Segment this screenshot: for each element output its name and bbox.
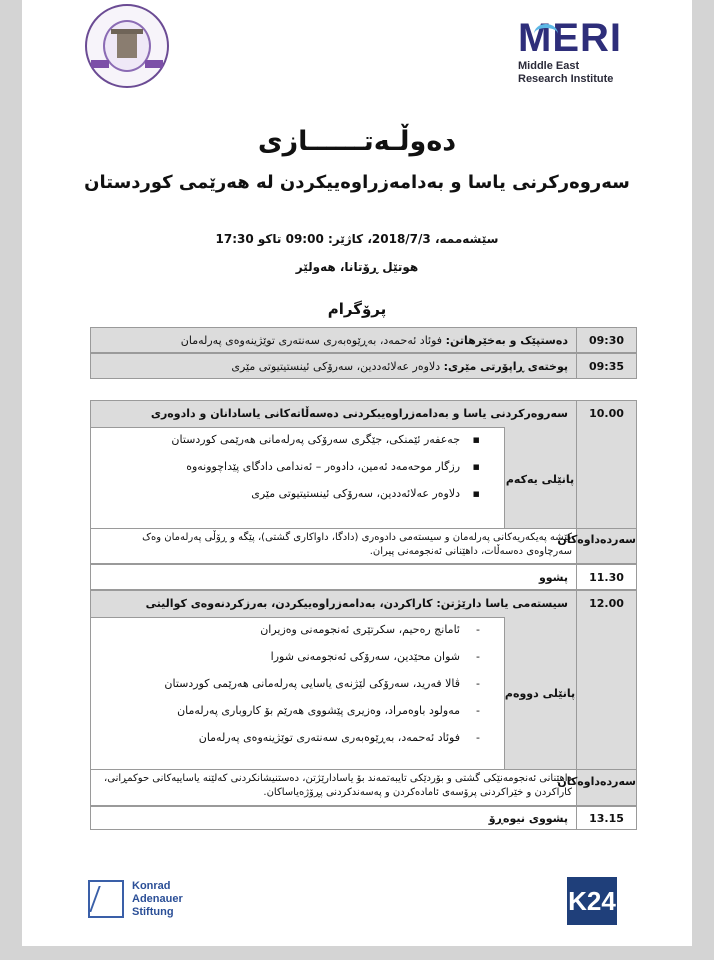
panel-1-label: پانێلی یەکەم	[505, 473, 575, 486]
meri-logo	[518, 18, 658, 90]
session-2-title: سیستەمی یاسا دارێژتن: کاراکردن، بەدامەزراوەییکردن، بەرزکردنەوەی کوالیتی	[145, 597, 568, 610]
k24-logo: K24	[567, 877, 617, 925]
session-1	[90, 400, 637, 564]
event-date: سێشەممە، 2018/7/3، کاژێر: 09:00 تاکو 17:30	[215, 232, 499, 246]
topics-2-label: سەردەداوەکان	[557, 775, 636, 788]
meri-logo-subtitle: Middle East Research Institute	[518, 60, 614, 85]
kas-mark-icon	[88, 880, 124, 918]
list-item: - ئامانج رەحیم، سکرتێری ئەنجومەنی وەزیران	[260, 623, 480, 636]
panel-2-speakers	[95, 623, 484, 744]
list-item: ▪ دلاوەر عەلائەددین، سەرۆکی ئینستیتیوتی مێری	[251, 487, 480, 500]
session-2	[90, 590, 637, 806]
kas-line-1: Konrad	[132, 880, 171, 892]
kas-line-2: Adenauer	[132, 893, 183, 905]
topics-1-label: سەردەداوەکان	[557, 533, 636, 546]
panel-2-label: پانێلی دووەم	[504, 687, 576, 700]
page-title: دەوڵـەتــــــازی	[257, 126, 457, 157]
panel-1-speakers	[95, 433, 484, 500]
list-item: ▪ رزگار موحەمەد ئەمین، دادوەر – ئەندامی دادگای پێداچوونەوە	[186, 460, 480, 473]
list-item: - فوئاد ئەحمەد، بەڕێوەبەری سەنتەری توێژینەوەی پەرلەمان	[198, 731, 480, 744]
row-time: 09:30	[576, 328, 636, 352]
page-subtitle: سەروەرکرنی یاسا و بەدامەزراوەییکردن لە هەرێمی کوردستان	[84, 172, 630, 193]
program-row-opening: دەستپێک و بەخێرهاتن: فوئاد ئەحمەد، بەڕێوەبەری سەنتەری توێژینەوەی پەرلەمان 09:30	[90, 327, 637, 353]
row-time: 13.15	[576, 807, 636, 829]
topics-2-text: داهێنانی ئەنجومەنێکی گشتی و بۆردێکی تایبەتمەند بۆ یاسادارێژتن، دەستنیشانکردنی کەلێنە یاساییەکانی حوکمڕانی، کاراکردن و خێراکردنی پرۆسەی ئامادەکردن و پەسەندکردنی پڕۆژەیاساکان.	[104, 773, 572, 798]
list-item: - ڤالا فەرید، سەرۆکی لێژنەی یاسایی پەرلەمانی هەرێمی کوردستان	[164, 677, 480, 690]
topics-1-text: کێشە پەیکەریەکانی پەرلەمان و سیستەمی دادوەری (دادگا، داواکاری گشتی)، پێگە و ڕۆڵی پەرلەمان وەک سەرچاوەی دەسەڵات، داهێنانی ئەنجومەنی پیران.	[142, 532, 572, 557]
kas-line-3: Stiftung	[132, 906, 174, 918]
meri-logo-word: MERI	[518, 16, 622, 60]
meri-arc-icon	[534, 24, 558, 44]
list-item: - شوان محێدین، سەرۆکی ئەنجومەنی شورا	[270, 650, 480, 663]
session-1-time: 10.00	[576, 401, 636, 563]
row-time: 09:35	[576, 354, 636, 378]
kurdistan-parliament-seal-icon	[85, 4, 169, 88]
program-row-break: پشوو 11.30	[90, 564, 637, 590]
session-1-title: سەروەرکردنی یاسا و بەدامەزراوەیبکردنی دەسەڵاتەکانی یاسادانان و دادوەری	[150, 407, 568, 420]
list-item: - مەولود باوەمراد، وەزیری پێشووی هەرێم بۆ کاروباری پەرلەمان	[177, 704, 480, 717]
program-row-lunch: پشووی نیوەڕۆ 13.15	[90, 806, 637, 830]
session-2-time: 12.00	[576, 591, 636, 805]
list-item: ▪ جەعفەر ئێمنکی، جێگری سەرۆکی پەرلەمانی هەرێمی کوردستان	[171, 433, 480, 446]
document-page	[22, 0, 692, 946]
program-heading: پرۆگرام	[327, 300, 387, 318]
row-time: 11.30	[576, 565, 636, 589]
program-row-report: پوختەی ڕاپۆرتی مێری: دلاوەر عەلائەددین، سەرۆکی ئینستیتیوتی مێری 09:35	[90, 353, 637, 379]
kas-logo	[88, 880, 248, 924]
event-venue: هوتێل ڕۆتانا، هەولێر	[295, 260, 419, 274]
